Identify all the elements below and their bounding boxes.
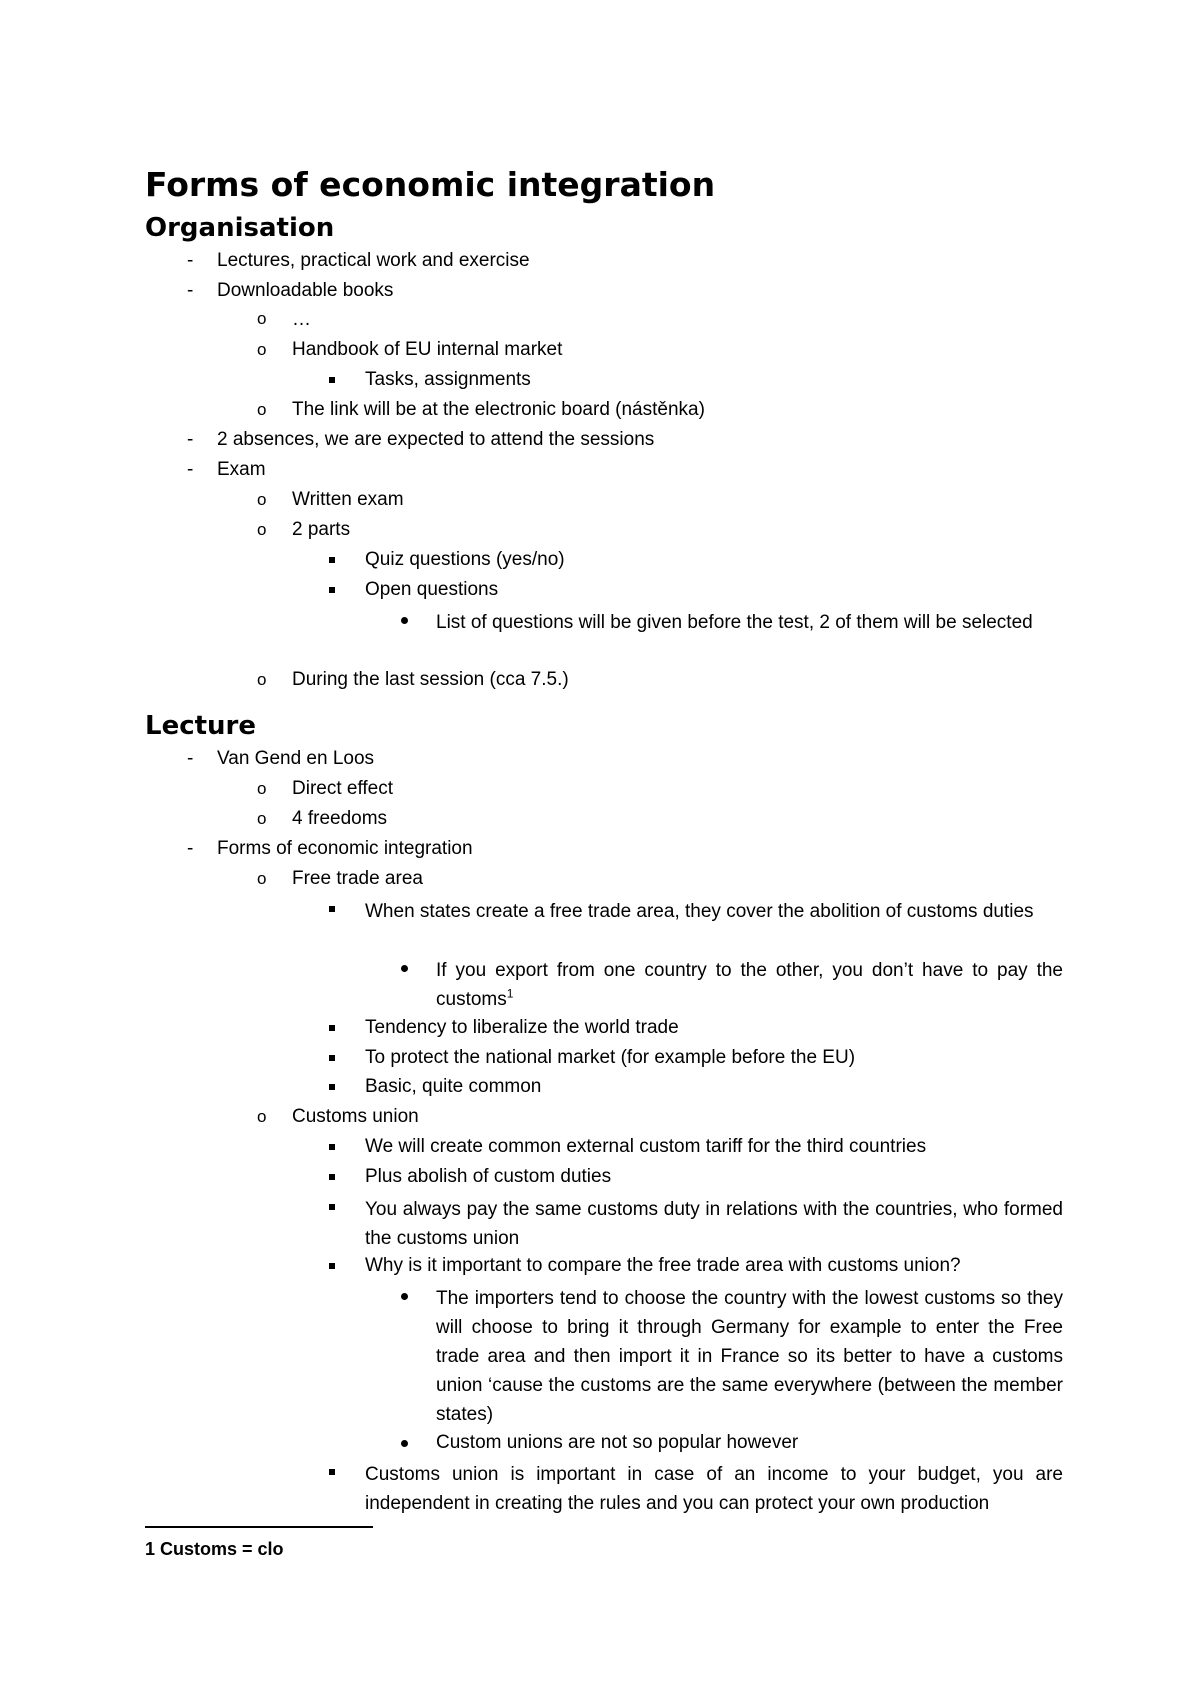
circle-bullet: o — [257, 490, 267, 509]
list-item: Van Gend en Loos — [217, 748, 375, 769]
list-item: Written exam — [292, 489, 404, 510]
circle-bullet: o — [257, 1107, 267, 1126]
list-item: Exam — [217, 459, 266, 480]
dash-bullet: - — [187, 838, 194, 859]
square-bullet — [329, 906, 335, 912]
list-item: You always pay the same customs duty in relations with the countries, who formed the customs union — [365, 1199, 1063, 1249]
dash-bullet: - — [187, 250, 194, 271]
list-item: To protect the national market (for example before the EU) — [365, 1047, 856, 1068]
list-item: Customs union is important in case of an income to your budget, you are independent in creating the rules and you can protect your own production — [365, 1464, 1063, 1514]
list-item: Direct effect — [292, 778, 394, 799]
footnote-separator — [145, 1526, 373, 1528]
list-item: Lectures, practical work and exercise — [217, 250, 530, 271]
list-item: When states create a free trade area, they cover the abolition of customs duties — [365, 901, 1034, 922]
list-item-text: … — [292, 309, 311, 330]
round-bullet — [401, 617, 408, 624]
square-bullet — [329, 1263, 335, 1269]
circle-bullet: o — [257, 400, 267, 419]
list-item: Plus abolish of custom duties — [365, 1166, 612, 1187]
list-item-text: If you export from one country to the other, you don’t have to pay the customs — [436, 960, 1063, 1010]
circle-bullet: o — [257, 670, 267, 689]
dash-bullet: - — [187, 748, 194, 769]
square-bullet — [329, 1055, 335, 1061]
list-item: Why is it important to compare the free trade area with customs union? — [365, 1255, 961, 1276]
list-item: Customs union — [292, 1106, 419, 1127]
list-item: Tasks, assignments — [365, 369, 531, 390]
list-item: Quiz questions (yes/no) — [365, 549, 565, 570]
circle-bullet: o — [257, 809, 267, 828]
section-heading-lecture: Lecture — [145, 711, 257, 741]
square-bullet — [329, 1204, 335, 1210]
square-bullet — [329, 587, 335, 593]
list-item: Tendency to liberalize the world trade — [365, 1017, 679, 1038]
round-bullet — [401, 965, 408, 972]
circle-bullet: o — [257, 779, 267, 798]
footnote-ref: 1 — [506, 986, 514, 1001]
circle-bullet: o — [257, 520, 267, 539]
square-bullet — [329, 1174, 335, 1180]
list-item: The importers tend to choose the country with the lowest customs so they will choose to bring it through Germany for example to enter the Free trade area and then import it in France so its better to have a customs union ‘cause the customs are the same everywhere (between the member states) — [436, 1288, 1063, 1425]
list-item: We will create common external custom tariff for the third countries — [365, 1136, 927, 1157]
circle-bullet: o — [257, 340, 267, 359]
section-heading-organisation: Organisation — [145, 213, 335, 243]
dash-bullet: - — [187, 459, 194, 480]
list-item: Downloadable books — [217, 280, 394, 301]
circle-bullet: o — [257, 869, 267, 888]
list-item: List of questions will be given before the test, 2 of them will be selected — [436, 612, 1033, 633]
list-item: Free trade area — [292, 868, 423, 889]
circle-bullet: o — [257, 309, 267, 328]
list-item: The link will be at the electronic board (nástěnka) — [292, 399, 705, 420]
list-item: Handbook of EU internal market — [292, 339, 563, 360]
square-bullet — [329, 1144, 335, 1150]
list-item — [436, 956, 1063, 1014]
dash-bullet: - — [187, 280, 194, 301]
list-item: Forms of economic integration — [217, 838, 473, 859]
round-bullet — [401, 1293, 408, 1300]
page-title: Forms of economic integration — [145, 165, 716, 204]
square-bullet — [329, 1084, 335, 1090]
list-item: 4 freedoms — [292, 808, 388, 829]
square-bullet — [329, 1469, 335, 1475]
dash-bullet: - — [187, 429, 194, 450]
list-item: Basic, quite common — [365, 1076, 542, 1097]
list-item: 2 absences, we are expected to attend the sessions — [217, 429, 655, 450]
list-item: 2 parts — [292, 519, 351, 540]
list-item: Custom unions are not so popular however — [436, 1432, 799, 1453]
footnote: 1 Customs = clo — [145, 1539, 284, 1559]
square-bullet — [329, 1025, 335, 1031]
square-bullet — [329, 377, 335, 383]
list-item: Open questions — [365, 579, 499, 600]
list-item: During the last session (cca 7.5.) — [292, 669, 569, 690]
round-bullet — [401, 1440, 408, 1447]
square-bullet — [329, 557, 335, 563]
